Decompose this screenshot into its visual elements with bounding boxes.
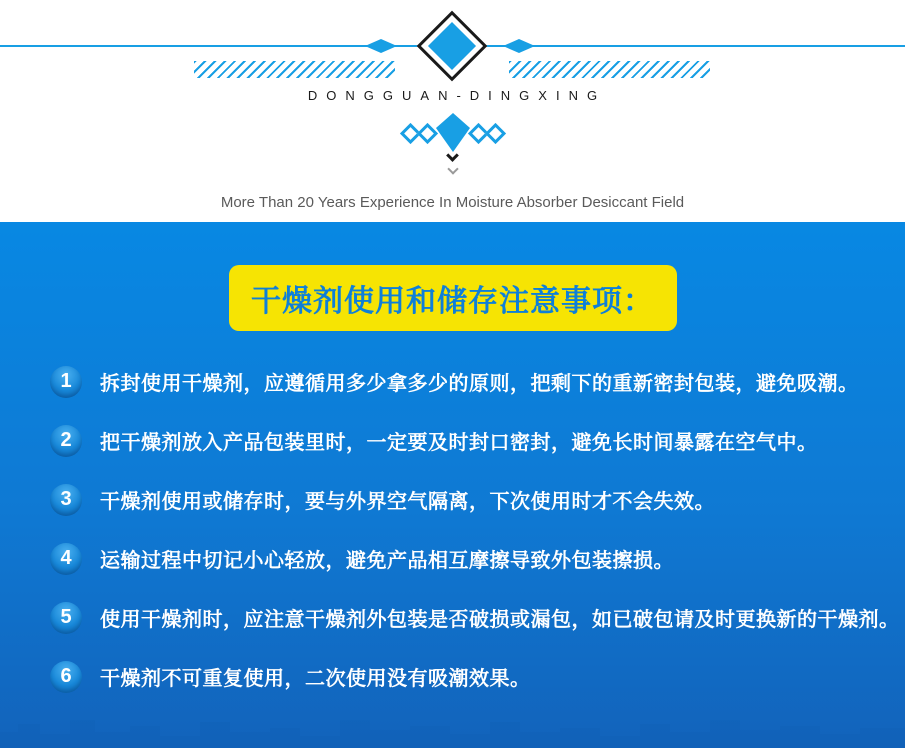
solid-kite-diamond-icon xyxy=(435,112,471,154)
experience-subtitle: More Than 20 Years Experience In Moisture Absorber Desiccant Field xyxy=(220,194,685,211)
marquise-diamond-right-icon xyxy=(503,39,535,53)
notice-title-badge xyxy=(229,265,677,331)
list-item xyxy=(0,588,905,647)
notice-item-list xyxy=(0,352,905,706)
item-text: 把干燥剂放入产品包装里时，一定要及时封口密封，避免长时间暴露在空气中。 xyxy=(100,432,818,454)
list-item xyxy=(0,470,905,529)
item-text: 运输过程中切记小心轻放，避免产品相互摩擦导致外包装擦损。 xyxy=(100,550,674,572)
item-text: 干燥剂不可重复使用，二次使用没有吸潮效果。 xyxy=(100,668,531,690)
chevron-group xyxy=(0,151,905,173)
item-text: 使用干燥剂时，应注意干燥剂外包装是否破损或漏包，如已破包请及时更换新的干燥剂。 xyxy=(100,609,900,631)
list-item xyxy=(0,647,905,706)
item-number-badge: 2 xyxy=(50,425,82,457)
list-item xyxy=(0,352,905,411)
chevron-down-icon xyxy=(446,149,459,162)
skyline-silhouette-decoration xyxy=(0,702,905,748)
chevron-down-icon-gray xyxy=(447,163,458,174)
item-text: 干燥剂使用或储存时，要与外界空气隔离，下次使用时才不会失效。 xyxy=(100,491,715,513)
item-number-badge: 3 xyxy=(50,484,82,516)
hatch-right-decoration xyxy=(509,61,710,78)
diamond-divider xyxy=(0,112,905,154)
hatch-left-decoration xyxy=(194,61,395,78)
item-text: 拆封使用干燥剂，应遵循用多少拿多少的原则，把剩下的重新密封包装，避免吸潮。 xyxy=(100,373,859,395)
list-item xyxy=(0,411,905,470)
diamond-logo-icon xyxy=(417,11,488,82)
notice-title: 干燥剂使用和储存注意事项： xyxy=(251,285,654,318)
item-number-badge: 1 xyxy=(50,366,82,398)
header-ornament xyxy=(0,0,905,222)
brand-text: DONGGUAN-DINGXING xyxy=(307,88,607,103)
item-number-badge: 5 xyxy=(50,602,82,634)
item-number-badge: 6 xyxy=(50,661,82,693)
marquise-diamond-left-icon xyxy=(365,39,397,53)
item-number-badge: 4 xyxy=(50,543,82,575)
outline-diamond-icon xyxy=(484,122,505,143)
diamond-logo-fill xyxy=(428,22,476,70)
list-item xyxy=(0,529,905,588)
notice-section xyxy=(0,222,905,748)
